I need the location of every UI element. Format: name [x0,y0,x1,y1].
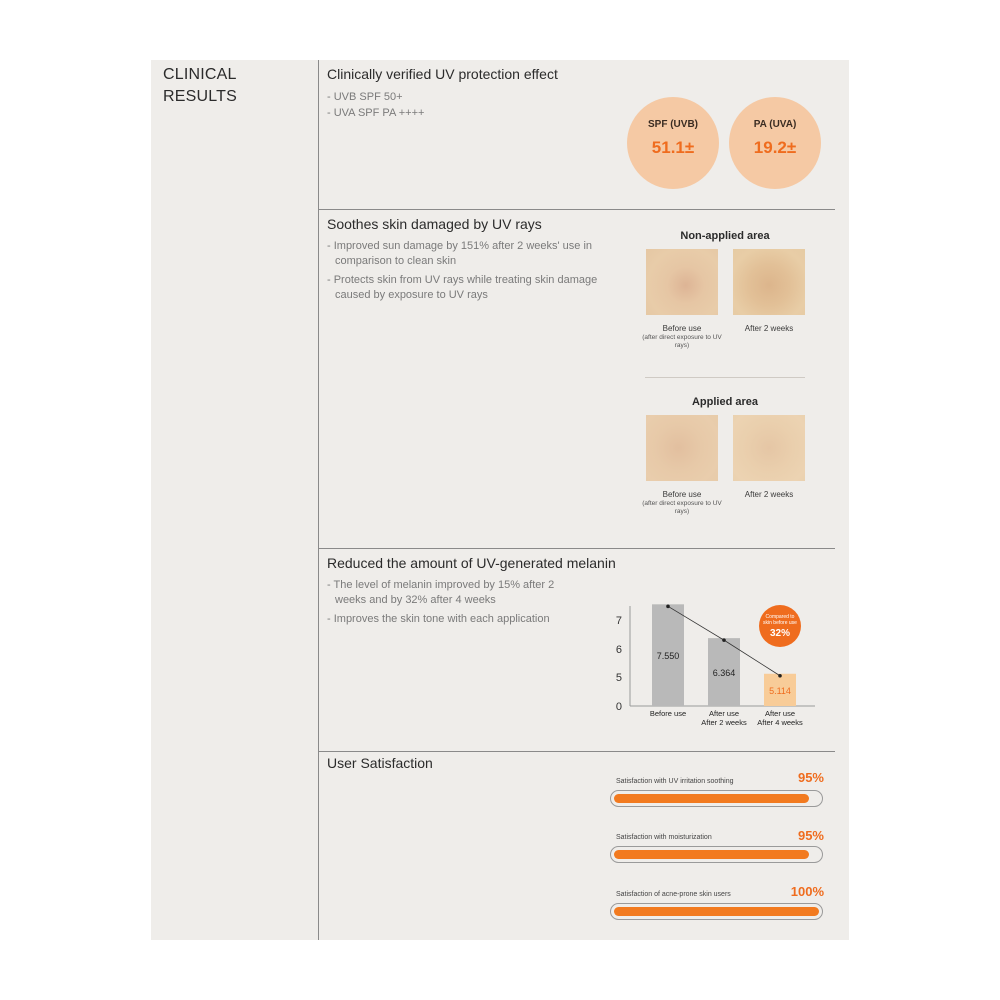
bullet-item: - Improves the skin tone with each application [327,613,550,625]
y-tick-label: 7 [615,615,622,627]
applied-title: Applied area [691,396,759,408]
x-category-label: After 4 weeks [757,718,803,727]
bullet-item: - Protects skin from UV rays while treating skin damage caused by exposure to UV rays [327,274,598,301]
pa-value: 19.2± [753,138,797,157]
skin-photo-applied-before [646,415,718,481]
section-divider [318,209,835,210]
trend-point [778,674,782,678]
spf-value: 51.1± [651,138,695,157]
content-panel [151,60,849,940]
caption-text: Before use [662,490,702,499]
satisfaction-label: Satisfaction with moisturization [616,834,712,841]
badge-text: skin before use [763,620,797,626]
satisfaction-percent: 100% [790,884,824,899]
uv-protection-title: Clinically verified UV protection effect [327,66,558,82]
satisfaction-bar-fill [614,794,809,803]
satisfaction-bar-fill [614,850,809,859]
bullet-item: - The level of melanin improved by 15% after 2 weeks and by 32% after 4 weeks [327,579,555,606]
y-tick-label: 0 [615,701,622,713]
x-category-label: After use [708,709,740,718]
satisfaction-percent: 95% [797,828,824,843]
non-applied-before-caption [637,324,727,350]
caption-subtext: (after direct exposure to UV rays) [642,500,722,515]
x-category-label: After 2 weeks [701,718,747,727]
side-title [163,64,237,108]
non-applied-title: Non-applied area [680,230,770,242]
pa-label: PA (UVA) [753,119,797,130]
x-category-label: After use [764,709,796,718]
spf-label: SPF (UVB) [648,119,698,130]
satisfaction-percent: 95% [797,770,824,785]
melanin-bar-chart [600,598,820,738]
satisfaction-bar-track [610,846,823,863]
y-tick-label: 6 [615,644,622,656]
bar-value-label: 6.364 [712,668,736,679]
trend-point [666,605,670,609]
badge-value: 32% [769,628,791,639]
melanin-bullets [327,578,567,631]
non-applied-after-caption: After 2 weeks [744,324,794,333]
skin-photo-applied-after [733,415,805,481]
spf-circle [627,97,719,189]
section-divider [318,751,835,752]
satisfaction-label: Satisfaction of acne-prone skin users [616,891,731,898]
skin-photo-non-applied-after [733,249,805,315]
bar-value-label: 7.550 [656,651,680,662]
comparison-badge [759,605,801,647]
satisfaction-bar-fill [614,907,819,916]
trend-point [722,638,726,642]
photo-divider [645,377,805,378]
badge-text: Compared to [765,614,795,620]
side-title-line1: CLINICAL [163,66,237,83]
applied-after-caption: After 2 weeks [744,490,794,499]
satisfaction-bar-track [610,903,823,920]
soothe-title: Soothes skin damaged by UV rays [327,216,542,232]
caption-text: Before use [662,324,702,333]
y-tick-label: 5 [615,672,622,684]
side-title-line2: RESULTS [163,88,238,105]
bullet-item: - Improved sun damage by 151% after 2 weeks' use in comparison to clean skin [327,240,593,267]
skin-photo-non-applied-before [646,249,718,315]
bullet-item: - UVA SPF PA ++++ [327,107,425,119]
melanin-title: Reduced the amount of UV-generated melanin [327,555,616,571]
satisfaction-label: Satisfaction with UV irritation soothing [616,778,734,785]
section-divider [318,548,835,549]
soothe-bullets [327,239,617,307]
caption-subtext: (after direct exposure to UV rays) [642,334,722,349]
pa-circle [729,97,821,189]
applied-before-caption [637,490,727,516]
bar-value-label: 5.114 [769,685,791,696]
satisfaction-bar-track [610,790,823,807]
satisfaction-title: User Satisfaction [327,755,433,771]
bullet-item: - UVB SPF 50+ [327,91,403,103]
uv-protection-bullets [327,90,587,122]
column-divider [318,60,319,940]
x-category-label: Before use [649,709,687,718]
